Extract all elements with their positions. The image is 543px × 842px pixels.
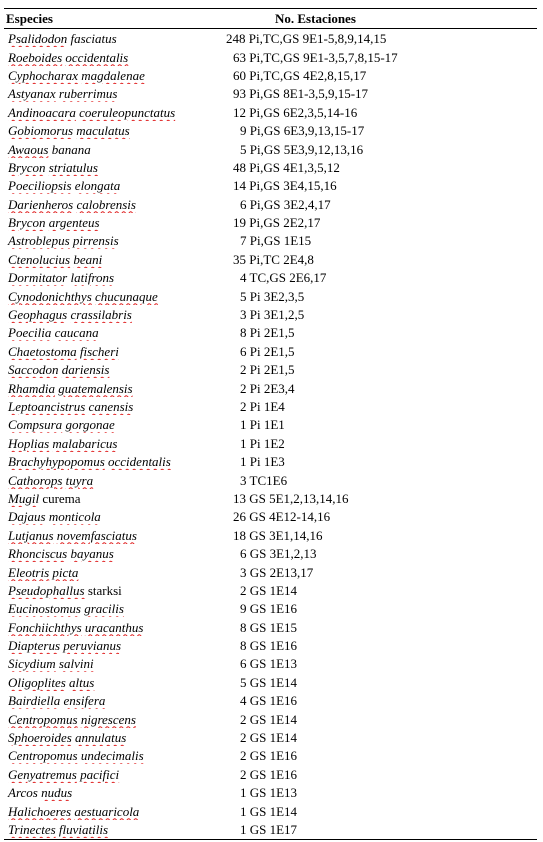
stations-cell: 5 Pi 3E2,3,5	[240, 288, 305, 304]
table-row	[4, 802, 537, 820]
species-name	[4, 767, 226, 783]
stations-cell: 6 Pi 2E1,5	[240, 343, 295, 359]
epithet: occidentalis	[108, 454, 171, 470]
genus: Brachyhypopomus	[8, 454, 105, 470]
genus: Genyatremus	[8, 766, 77, 782]
epithet: magdalenae	[81, 67, 145, 83]
species-name	[4, 307, 226, 323]
epithet: fasciatus	[70, 31, 117, 47]
genus: Saccodon	[8, 362, 59, 378]
genus: Trinectes	[8, 821, 56, 837]
table-row	[4, 361, 537, 379]
epithet: uracanthus	[84, 619, 144, 635]
species-name	[4, 68, 226, 84]
species-name	[4, 638, 226, 654]
epithet: starksi	[87, 582, 122, 598]
species-name	[4, 656, 226, 672]
stations-column-header: No. Estaciones	[275, 10, 356, 26]
table-row	[4, 214, 537, 232]
genus: Andinoacara	[8, 104, 76, 120]
genus: Leptoancistrus	[8, 399, 86, 414]
epithet: maculatus	[76, 123, 130, 139]
species-name	[4, 160, 226, 176]
table-row	[4, 710, 537, 728]
genus: Roeboides	[8, 49, 63, 65]
species-name	[4, 748, 226, 764]
table-row	[4, 306, 537, 324]
genus: Psalidodon	[8, 31, 68, 47]
table-row	[4, 729, 537, 747]
epithet: altus	[69, 674, 95, 690]
table-row	[4, 545, 537, 563]
stations-cell: 1 GS 1E13	[240, 785, 298, 801]
table-row	[4, 48, 537, 66]
epithet: coeruleopunctatus	[79, 104, 176, 120]
epithet: argenteus	[48, 215, 100, 231]
epithet: bayanus	[70, 546, 114, 562]
stations-cell: 12 Pi,GS 6E2,3,5,14-16	[233, 104, 358, 120]
table-row	[4, 582, 537, 600]
epithet: latifrons	[70, 270, 115, 286]
stations-cell: 1 Pi 1E2	[240, 435, 285, 451]
stations-cell: 13 GS 5E1,2,13,14,16	[233, 490, 349, 506]
table-row	[4, 637, 537, 655]
epithet: calobrensis	[76, 196, 136, 212]
epithet: salvini	[58, 656, 94, 672]
stations-cell: 2 GS 1E14	[240, 730, 298, 746]
epithet: caucana	[54, 325, 99, 341]
species-name	[4, 509, 226, 525]
epithet: gracilis	[84, 601, 124, 617]
epithet: banana	[51, 141, 91, 157]
species-name	[4, 693, 226, 709]
species-name	[4, 142, 226, 158]
genus: Eucinostomus	[8, 601, 81, 617]
species-name	[4, 565, 226, 581]
table-row	[4, 655, 537, 673]
stations-cell: 2 GS 1E14	[240, 711, 298, 727]
genus: Halichoeres	[8, 803, 72, 819]
genus: Mugil	[8, 490, 40, 506]
stations-cell: 248 Pi,TC,GS 9E1-5,8,9,14,15	[226, 31, 387, 47]
epithet: striatulus	[48, 159, 98, 175]
genus: Fonchiichthys	[8, 619, 82, 635]
stations-cell: 2 GS 1E16	[240, 766, 298, 782]
epithet: beani	[73, 251, 103, 267]
stations-cell: 8 GS 1E15	[240, 619, 298, 635]
species-name	[4, 473, 226, 489]
genus: Ctenolucius	[8, 251, 71, 267]
stations-cell: 8 Pi 2E1,5	[240, 325, 295, 341]
stations-cell: 35 Pi,TC 2E4,8	[233, 251, 314, 267]
epithet: crassilabris	[70, 307, 132, 323]
table-row	[4, 398, 537, 416]
table-row	[4, 67, 537, 85]
species-name	[4, 417, 226, 433]
table-row	[4, 416, 537, 434]
genus: Brycon	[8, 159, 46, 175]
stations-cell: 2 Pi 2E1,5	[240, 362, 295, 378]
table-row	[4, 766, 537, 784]
epithet: canensis	[88, 399, 134, 414]
species-name	[4, 785, 226, 801]
species-name	[4, 31, 226, 47]
stations-cell: 26 GS 4E12-14,16	[233, 509, 331, 525]
table-row	[4, 619, 537, 637]
stations-cell: 9 Pi,GS 6E3,9,13,15-17	[240, 123, 365, 139]
stations-cell: 2 GS 1E14	[240, 582, 298, 598]
stations-cell: 4 GS 1E16	[240, 693, 298, 709]
genus: Compsura	[8, 417, 63, 433]
genus: Bairdiella	[8, 693, 61, 709]
stations-cell: 3 Pi 3E1,2,5	[240, 307, 305, 323]
bottom-rule	[4, 839, 537, 840]
genus: Arcos	[8, 785, 38, 801]
species-name	[4, 289, 226, 305]
species-name	[4, 86, 226, 102]
epithet: occidentalis	[65, 49, 129, 65]
table-row	[4, 453, 537, 471]
table-row	[4, 324, 537, 342]
genus: Brycon	[8, 215, 46, 231]
stations-cell: 2 Pi 2E3,4	[240, 380, 295, 396]
epithet: tuyra	[65, 472, 94, 488]
table-row	[4, 85, 537, 103]
species-name	[4, 712, 226, 728]
table-row	[4, 784, 537, 802]
species-name	[4, 454, 226, 470]
genus: Geophagus	[8, 307, 68, 323]
species-name	[4, 50, 226, 66]
species-name	[4, 252, 226, 268]
epithet: undecimalis	[80, 748, 144, 764]
epithet: nigrescens	[80, 711, 136, 727]
table-row	[4, 471, 537, 489]
table-row	[4, 122, 537, 140]
genus: Awaous	[8, 141, 49, 157]
stations-cell: 19 Pi,GS 2E2,17	[233, 215, 321, 231]
table-row	[4, 379, 537, 397]
genus: Centropomus	[8, 711, 78, 727]
table-row	[4, 196, 537, 214]
genus: Oligoplites	[8, 674, 66, 690]
epithet: peruvianus	[63, 638, 122, 654]
stations-cell: 8 GS 1E16	[240, 638, 298, 654]
epithet: nudus	[41, 785, 73, 801]
species-name	[4, 601, 226, 617]
table-row	[4, 527, 537, 545]
genus: Chaetostoma	[8, 343, 77, 359]
species-name	[4, 381, 226, 397]
table-row	[4, 30, 537, 48]
epithet: gorgonae	[65, 417, 115, 433]
species-name	[4, 325, 226, 341]
stations-cell: 1 GS 1E17	[240, 821, 298, 837]
table-row	[4, 104, 537, 122]
species-name	[4, 105, 226, 121]
species-name	[4, 344, 226, 360]
epithet: fischeri	[79, 343, 119, 359]
genus: Darienheros	[8, 196, 74, 212]
stations-cell: 60 Pi,TC,GS 4E2,8,15,17	[233, 67, 367, 83]
species-table	[4, 8, 537, 840]
stations-cell: 3 TC1E6	[240, 472, 288, 488]
species-name	[4, 620, 226, 636]
genus: Cyphocharax	[8, 67, 79, 83]
stations-cell: 48 Pi,GS 4E1,3,5,12	[233, 159, 340, 175]
epithet: ruberrimus	[58, 86, 118, 102]
stations-cell: 14 Pi,GS 3E4,15,16	[233, 178, 337, 194]
species-name	[4, 215, 226, 231]
table-row	[4, 563, 537, 581]
table-row	[4, 343, 537, 361]
stations-cell: 6 Pi,GS 3E2,4,17	[240, 196, 331, 212]
epithet: chucunaque	[95, 288, 158, 304]
table-row	[4, 287, 537, 305]
genus: Lutjanus	[8, 527, 54, 543]
table-header	[4, 9, 537, 28]
genus: Poecilia	[8, 325, 52, 341]
stations-cell: 1 Pi 1E3	[240, 454, 285, 470]
stations-cell: 63 Pi,TC,GS 9E1-3,5,7,8,15-17	[233, 49, 398, 65]
epithet: elongata	[74, 178, 121, 194]
genus: Astyanax	[8, 86, 56, 102]
table-row	[4, 232, 537, 250]
epithet: pacifici	[80, 766, 120, 782]
genus: Rhonciscus	[8, 546, 68, 562]
genus: Rhamdia	[8, 380, 55, 396]
stations-cell: 1 Pi 1E1	[240, 417, 285, 433]
genus: Poeciliopsis	[8, 178, 72, 194]
genus: Centropomus	[8, 748, 78, 764]
genus: Sphoeroides	[8, 730, 72, 746]
stations-cell: 3 GS 2E13,17	[240, 564, 314, 580]
epithet: aestuaricola	[74, 803, 140, 819]
table-row	[4, 269, 537, 287]
species-name	[4, 123, 226, 139]
epithet: curema	[42, 490, 81, 506]
table-row	[4, 747, 537, 765]
species-name	[4, 233, 226, 249]
genus: Pseudophallus	[8, 582, 85, 598]
species-name	[4, 491, 226, 507]
stations-cell: 1 GS 1E14	[240, 803, 298, 819]
species-name	[4, 583, 226, 599]
species-name	[4, 546, 226, 562]
stations-cell: 5 GS 1E14	[240, 674, 298, 690]
epithet: dariensis	[61, 362, 110, 378]
epithet: novemfasciatus	[56, 527, 137, 543]
table-row	[4, 821, 537, 839]
stations-cell: 5 Pi,GS 5E3,9,12,13,16	[240, 141, 364, 157]
table-row	[4, 177, 537, 195]
genus: Dormitator	[8, 270, 68, 286]
epithet: annulatus	[75, 730, 127, 746]
table-row	[4, 692, 537, 710]
genus: Diapterus	[8, 638, 60, 654]
table-body	[4, 29, 537, 839]
table-row	[4, 600, 537, 618]
stations-cell: 9 GS 1E16	[240, 601, 298, 617]
stations-cell: 6 GS 3E1,2,13	[240, 546, 317, 562]
table-row	[4, 490, 537, 508]
epithet: picta	[52, 564, 79, 580]
table-row	[4, 435, 537, 453]
stations-cell: 6 GS 1E13	[240, 656, 298, 672]
genus: Eleotris	[8, 564, 50, 580]
epithet: malabaricus	[52, 435, 118, 451]
species-name	[4, 178, 226, 194]
species-column-header: Especies	[6, 10, 53, 26]
stations-cell: 7 Pi,GS 1E15	[240, 233, 312, 249]
genus: Astroblepus	[8, 233, 70, 249]
species-name	[4, 362, 226, 378]
epithet: monticola	[48, 509, 101, 525]
epithet: pirrensis	[72, 233, 119, 249]
species-name	[4, 399, 226, 415]
table-row	[4, 159, 537, 177]
table-row	[4, 508, 537, 526]
epithet: ensifera	[63, 693, 106, 709]
table-row	[4, 140, 537, 158]
species-name	[4, 436, 226, 452]
genus: Dajaus	[8, 509, 46, 525]
genus: Hoplias	[8, 435, 50, 451]
species-name	[4, 822, 226, 838]
species-name	[4, 675, 226, 691]
species-name	[4, 528, 226, 544]
stations-cell: 2 GS 1E16	[240, 748, 298, 764]
stations-cell: 4 TC,GS 2E6,17	[240, 270, 327, 286]
stations-cell: 2 Pi 1E4	[240, 399, 285, 414]
genus: Gobiomorus	[8, 123, 74, 139]
genus: Cathorops	[8, 472, 63, 488]
species-name	[4, 270, 226, 286]
table-row	[4, 674, 537, 692]
genus: Sicydium	[8, 656, 56, 672]
species-name	[4, 804, 226, 820]
stations-cell: 18 GS 3E1,14,16	[233, 527, 323, 543]
species-name	[4, 730, 226, 746]
species-name	[4, 197, 226, 213]
epithet: fluviatilis	[58, 821, 109, 837]
table-row	[4, 251, 537, 269]
genus: Cynodonichthys	[8, 288, 92, 304]
stations-cell: 93 Pi,GS 8E1-3,5,9,15-17	[233, 86, 369, 102]
epithet: guatemalensis	[58, 380, 133, 396]
